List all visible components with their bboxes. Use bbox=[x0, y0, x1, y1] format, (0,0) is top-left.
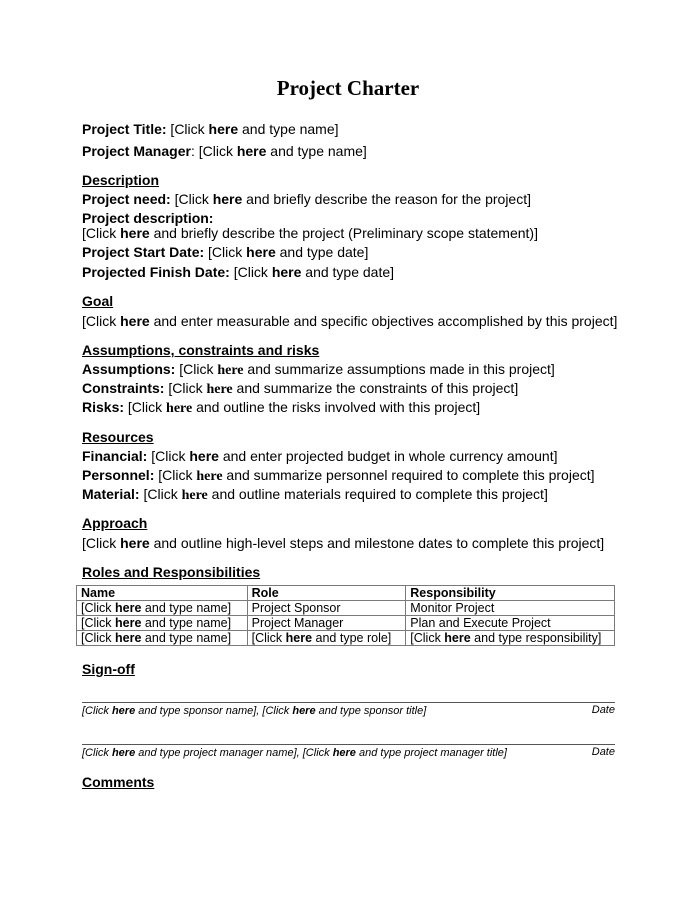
assumptions-heading: Assumptions, constraints and risks bbox=[82, 342, 320, 358]
financial-field: Financial: [Click here and enter projected budget in whole currency amount] bbox=[82, 448, 558, 464]
resources-heading: Resources bbox=[82, 429, 154, 445]
project-start-date-field: Project Start Date: [Click here and type date] bbox=[82, 244, 369, 260]
click-here-link[interactable]: here bbox=[120, 225, 150, 241]
sponsor-date-label: Date bbox=[591, 704, 615, 716]
click-here-link[interactable]: here bbox=[236, 143, 267, 159]
description-heading: Description bbox=[82, 172, 160, 188]
personnel-field: Personnel: [Click here and summarize personnel required to complete this project] bbox=[82, 467, 595, 484]
click-here-link[interactable]: here bbox=[181, 488, 208, 503]
project-manager-field: Project Manager: [Click here and type name] bbox=[82, 143, 367, 159]
click-here-link[interactable]: here bbox=[111, 747, 136, 759]
column-header-responsibility: Responsibility bbox=[406, 586, 615, 601]
signoff-heading: Sign-off bbox=[82, 661, 135, 677]
approach-heading: Approach bbox=[82, 515, 148, 531]
click-here-link[interactable]: here bbox=[444, 631, 471, 645]
click-here-link[interactable]: here bbox=[212, 191, 243, 207]
pm-signature-caption: [Click here and type project manager name], [Click here and type project manager title] bbox=[82, 747, 507, 759]
assumptions-field: Assumptions: [Click here and summarize assumptions made in this project] bbox=[82, 361, 555, 378]
role-cell: Project Sponsor bbox=[247, 601, 406, 616]
project-title-label: Project Title: bbox=[82, 121, 167, 137]
column-header-role: Role bbox=[247, 586, 406, 601]
click-here-link[interactable]: here bbox=[246, 244, 276, 260]
pm-signature-line bbox=[82, 744, 615, 745]
table-header-row bbox=[77, 586, 615, 601]
click-here-link[interactable]: here bbox=[285, 631, 313, 645]
page-title: Project Charter bbox=[276, 76, 420, 100]
click-here-link[interactable]: here bbox=[271, 264, 302, 280]
project-need-field: Project need: [Click here and briefly describe the reason for the project] bbox=[82, 191, 531, 207]
click-here-link[interactable]: here bbox=[120, 313, 150, 329]
click-here-link[interactable]: here bbox=[166, 401, 193, 416]
project-manager-label: Project Manager bbox=[82, 143, 191, 159]
click-here-link[interactable]: here bbox=[115, 616, 142, 630]
name-cell[interactable]: [Click here and type name] bbox=[77, 601, 248, 616]
responsibility-cell: Monitor Project bbox=[406, 601, 615, 616]
project-description-label: Project description: bbox=[82, 210, 214, 226]
role-cell[interactable]: [Click here and type role] bbox=[247, 631, 406, 646]
table-row bbox=[77, 631, 615, 646]
pm-date-label: Date bbox=[591, 746, 615, 758]
project-description-field: [Click here and briefly describe the project (Preliminary scope statement)] bbox=[82, 225, 538, 241]
click-here-link[interactable]: here bbox=[196, 469, 223, 484]
name-cell[interactable]: [Click here and type name] bbox=[77, 631, 248, 646]
table-row bbox=[77, 616, 615, 631]
column-header-name: Name bbox=[77, 586, 248, 601]
click-here-link[interactable]: here bbox=[217, 363, 244, 378]
projected-finish-date-field: Projected Finish Date: [Click here and type date] bbox=[82, 264, 395, 280]
roles-table bbox=[76, 585, 615, 646]
click-here-link[interactable]: here bbox=[115, 601, 142, 615]
constraints-field: Constraints: [Click here and summarize the constraints of this project] bbox=[82, 380, 519, 397]
click-here-link[interactable]: here bbox=[115, 631, 142, 645]
approach-field: [Click here and outline high-level steps and milestone dates to complete this project] bbox=[82, 535, 605, 551]
role-cell: Project Manager bbox=[247, 616, 406, 631]
goal-field: [Click here and enter measurable and specific objectives accomplished by this project] bbox=[82, 313, 618, 329]
click-here-link[interactable]: here bbox=[332, 747, 356, 759]
responsibility-cell[interactable]: [Click here and type responsibility] bbox=[406, 631, 615, 646]
sponsor-signature-line bbox=[82, 702, 615, 703]
click-here-link[interactable]: here bbox=[292, 705, 316, 717]
click-here-link[interactable]: here bbox=[111, 705, 136, 717]
table-row bbox=[77, 601, 615, 616]
material-field: Material: [Click here and outline materials required to complete this project] bbox=[82, 486, 548, 503]
risks-field: Risks: [Click here and outline the risks involved with this project] bbox=[82, 399, 481, 416]
project-title-field: Project Title: [Click here and type name] bbox=[82, 121, 339, 137]
comments-heading: Comments bbox=[82, 774, 155, 790]
click-here-link[interactable]: here bbox=[208, 121, 239, 137]
click-here-link[interactable]: here bbox=[120, 535, 150, 551]
responsibility-cell: Plan and Execute Project bbox=[406, 616, 615, 631]
goal-heading: Goal bbox=[82, 293, 114, 309]
click-here-link[interactable]: here bbox=[206, 382, 233, 397]
name-cell[interactable]: [Click here and type name] bbox=[77, 616, 248, 631]
roles-heading: Roles and Responsibilities bbox=[82, 564, 261, 580]
click-here-link[interactable]: here bbox=[189, 448, 219, 464]
sponsor-signature-caption: [Click here and type sponsor name], [Click here and type sponsor title] bbox=[82, 705, 427, 717]
